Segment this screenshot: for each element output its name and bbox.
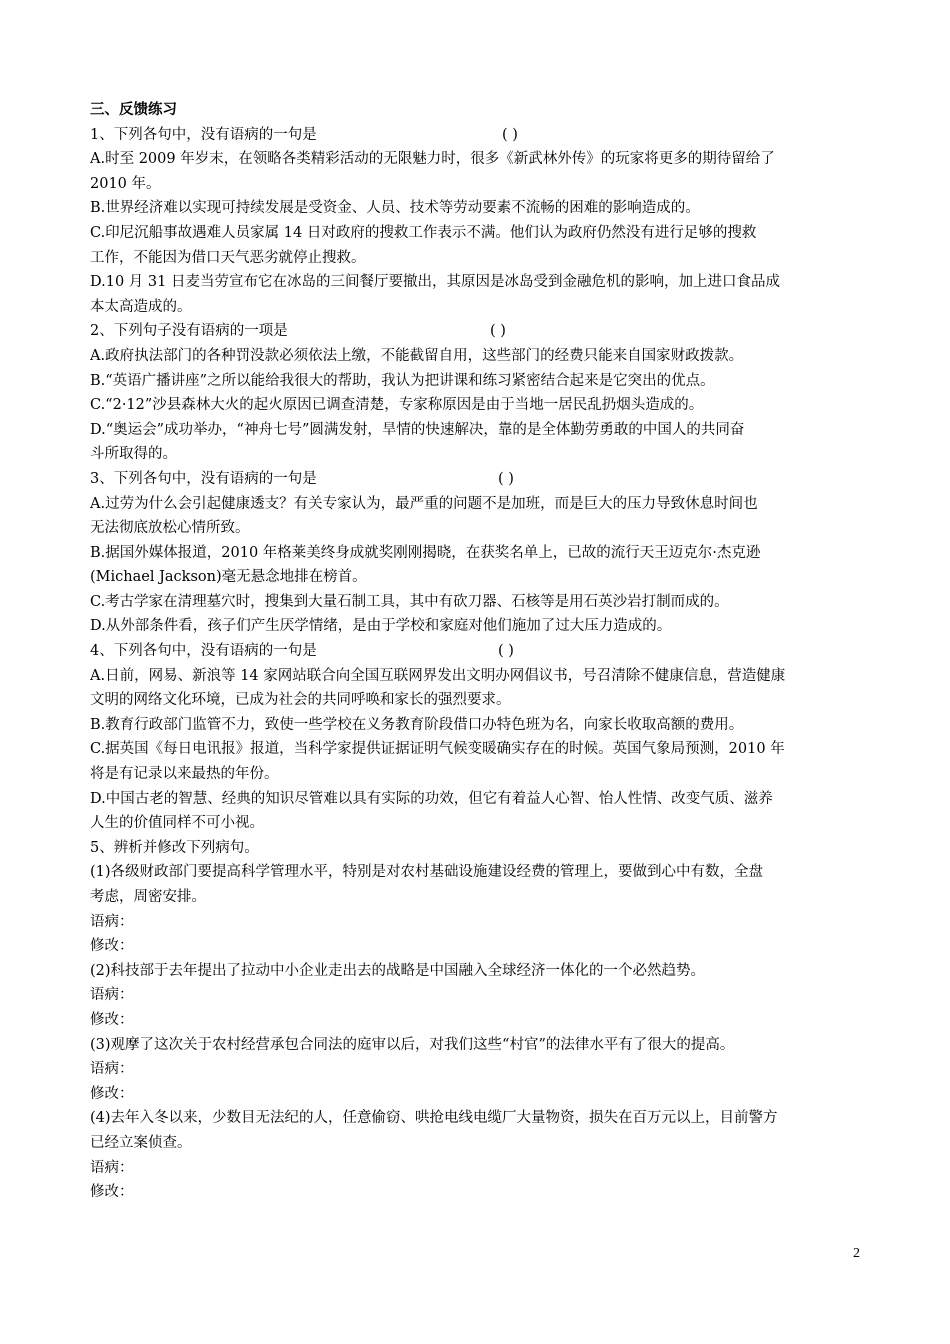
revision-label: 修改： <box>90 1085 134 1102</box>
sentence-line: (2)科技部于去年提出了拉动中小企业走出去的战略是中国融入全球经济一体化的一个必然趋势。 <box>90 962 706 979</box>
option-line: D.“奥运会”成功举办，“神舟七号”圆满发射，旱情的快速解决，靠的是全体勤劳勇敢的中国人的共同奋 <box>90 421 745 438</box>
option-line: 2010 年。 <box>90 175 161 192</box>
option-line: A.日前，网易、新浪等 14 家网站联合向全国互联网界发出文明办网倡议书，号召清除不健康信息，营造健康 <box>90 667 786 684</box>
option-line: D.10 月 31 日麦当劳宣布它在冰岛的三间餐厅要撤出，其原因是冰岛受到金融危机的影响，加上进口食品成 <box>90 274 780 291</box>
sentence-line: 考虑，周密安排。 <box>90 889 206 905</box>
option-line: 无法彻底放松心情所致。 <box>90 520 250 537</box>
answer-blank: ( ) <box>502 126 518 143</box>
option-line: B.据国外媒体报道，2010 年格莱美终身成就奖刚刚揭晓，在获奖名单上，已故的流行天王迈克尔·杰克逊 <box>90 544 761 561</box>
diagnosis-label: 语病： <box>90 913 134 930</box>
option-line: C.考古学家在清理墓穴时，搜集到大量石制工具，其中有砍刀器、石核等是用石英沙岩打制而成的。 <box>90 593 729 610</box>
sentence-line: (1)各级财政部门要提高科学管理水平，特别是对农村基础设施建设经费的管理上，要做到心中有数，全盘 <box>90 864 764 881</box>
question-title-text: 4、下列各句中，没有语病的一句是 <box>90 643 317 660</box>
answer-blank: ( ) <box>490 323 506 340</box>
question-title-text: 2、下列句子没有语病的一项是 <box>90 323 288 340</box>
revision-label: 修改： <box>90 1184 134 1201</box>
option-line: 工作，不能因为借口天气恶劣就停止搜救。 <box>90 249 366 266</box>
answer-blank: ( ) <box>498 643 514 660</box>
revision-label: 修改： <box>90 1011 134 1028</box>
sentence-line: (3)观摩了这次关于农村经营承包合同法的庭审以后，对我们这些“村官”的法律水平有了很大的提高。 <box>90 1036 735 1053</box>
option-line: D.从外部条件看，孩子们产生厌学情绪，是由于学校和家庭对他们施加了过大压力造成的。 <box>90 618 672 635</box>
diagnosis-label: 语病： <box>90 1061 134 1078</box>
option-line: 人生的价值同样不可小视。 <box>90 815 264 832</box>
sentence-line: (4)去年入冬以来，少数目无法纪的人，任意偷窃、哄抢电线电缆厂大量物资，损失在百万元以上，目前警方 <box>90 1110 778 1127</box>
option-line: C.印尼沉船事故遇难人员家属 14 日对政府的搜救工作表示不满。他们认为政府仍然没有进行足够的搜救 <box>90 224 757 241</box>
sentence-line: 已经立案侦查。 <box>90 1134 192 1151</box>
answer-blank: ( ) <box>498 470 514 487</box>
question-2-title <box>90 319 862 344</box>
option-line: C.据英国《每日电讯报》报道，当科学家提供证据证明气候变暖确实存在的时候。英国气象局预测，2010 年 <box>90 741 785 758</box>
option-line: B.世界经济难以实现可持续发展是受资金、人员、技术等劳动要素不流畅的困难的影响造成的。 <box>90 200 700 217</box>
option-line: B.教育行政部门监管不力，致使一些学校在义务教育阶段借口办特色班为名，向家长收取高额的费用。 <box>90 716 744 733</box>
option-line: 斗所取得的。 <box>90 446 177 463</box>
option-line: 本太高造成的。 <box>90 298 192 315</box>
page-number: 2 <box>853 1246 860 1261</box>
question-title-text: 1、下列各句中，没有语病的一句是 <box>90 126 317 143</box>
document-body <box>90 98 862 1205</box>
option-line: A.时至 2009 年岁末，在领略各类精彩活动的无限魅力时，很多《新武林外传》的玩家将更多的期待留给了 <box>90 151 775 168</box>
diagnosis-label: 语病： <box>90 987 134 1004</box>
revision-label: 修改： <box>90 938 134 955</box>
option-line: 将是有记录以来最热的年份。 <box>90 766 279 783</box>
question-1-title <box>90 123 862 148</box>
option-line: A.过劳为什么会引起健康透支？有关专家认为，最严重的问题不是加班，而是巨大的压力导致休息时间也 <box>90 495 758 512</box>
section-heading: 三、反馈练习 <box>90 101 177 118</box>
option-line: (Michael Jackson)毫无悬念地排在榜首。 <box>90 569 367 586</box>
question-4-title <box>90 639 862 664</box>
diagnosis-label: 语病： <box>90 1159 134 1176</box>
question-5-title: 5、辨析并修改下列病句。 <box>90 839 259 856</box>
question-title-text: 3、下列各句中，没有语病的一句是 <box>90 470 317 487</box>
option-line: C.“2·12”沙县森林大火的起火原因已调查清楚，专家称原因是由于当地一居民乱扔烟头造成的。 <box>90 397 704 414</box>
option-line: D.中国古老的智慧、经典的知识尽管难以具有实际的功效，但它有着益人心智、怡人性情、改变气质、滋养 <box>90 790 773 807</box>
option-line: 文明的网络文化环境，已成为社会的共同呼唤和家长的强烈要求。 <box>90 692 511 709</box>
question-3-title <box>90 467 862 492</box>
option-line: A.政府执法部门的各种罚没款必须依法上缴，不能截留自用，这些部门的经费只能来自国家财政拨款。 <box>90 347 744 364</box>
option-line: B.“英语广播讲座”之所以能给我很大的帮助，我认为把讲课和练习紧密结合起来是它突出的优点。 <box>90 372 715 389</box>
